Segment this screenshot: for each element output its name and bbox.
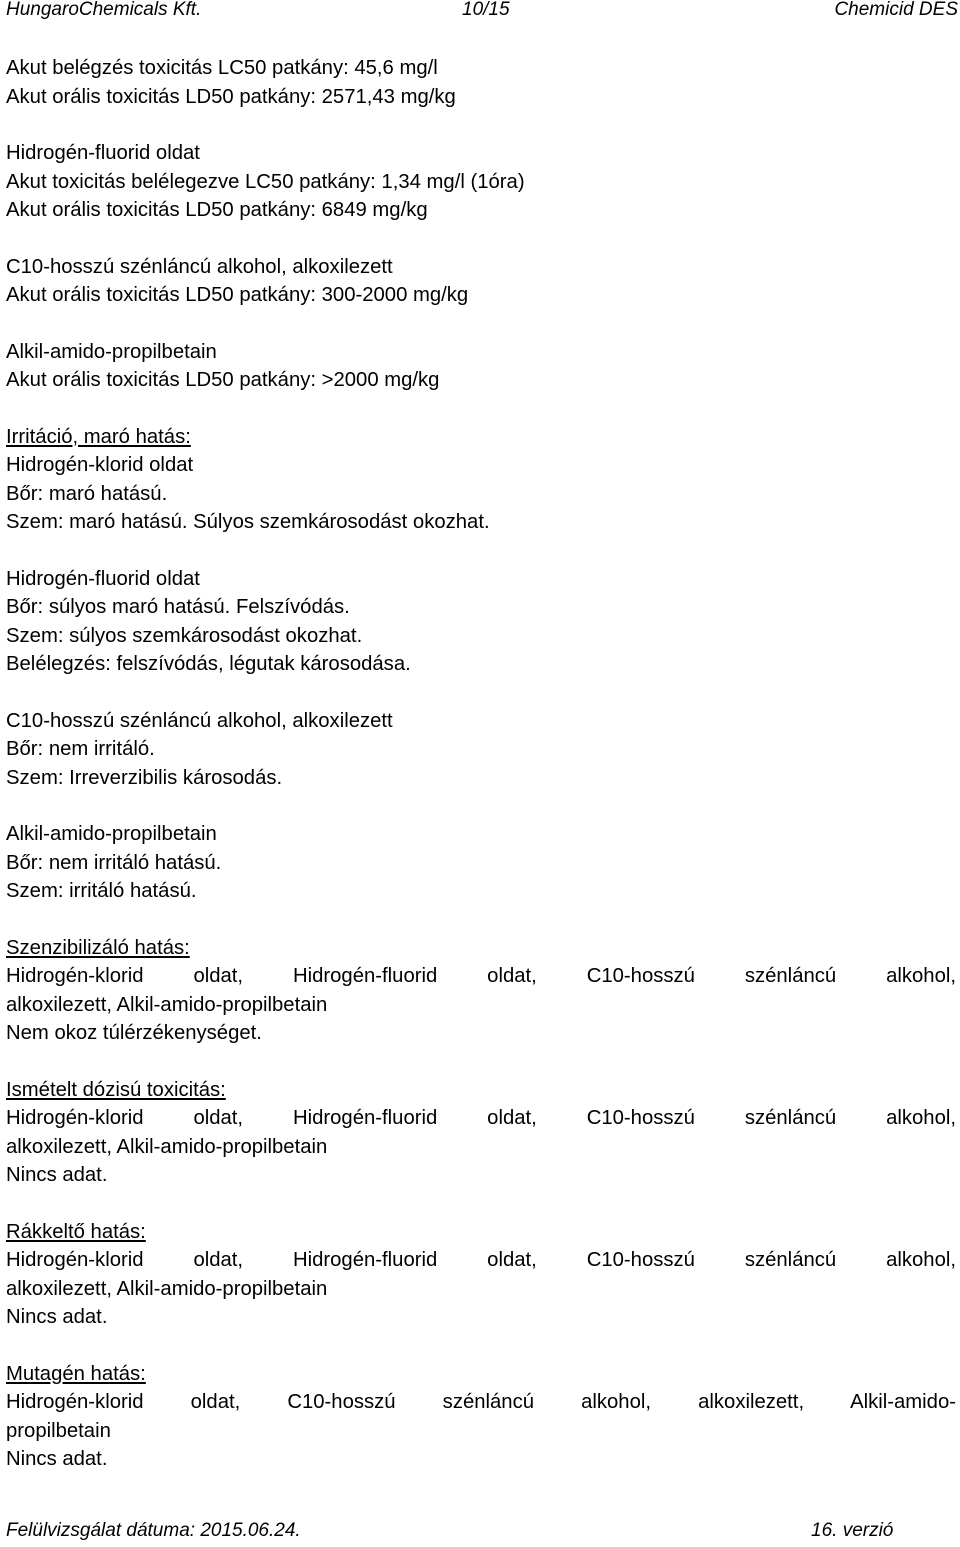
alkil-eye-line: Szem: irritáló hatású. <box>6 880 197 902</box>
repeated-subjects-line1: Hidrogén-klorid oldat, Hidrogén-fluorid oldat, C10-hosszú szénláncú alkohol, <box>6 1107 956 1129</box>
carcinogenic-subjects-line1: Hidrogén-klorid oldat, Hidrogén-fluorid oldat, C10-hosszú szénláncú alkohol, <box>6 1249 956 1271</box>
repeated-dose-heading: Ismételt dózisú toxicitás: <box>6 1078 226 1101</box>
irritation-heading: Irritáció, maró hatás: <box>6 425 191 448</box>
c10-substance-name: C10-hosszú szénláncú alkohol, alkoxilezett <box>6 255 393 278</box>
hf-oral-line: Akut orális toxicitás LD50 patkány: 6849 mg/kg <box>6 199 428 221</box>
hf-eye-line: Szem: súlyos szemkárosodást okozhat. <box>6 624 363 647</box>
mutagenic-subjects-line1: Hidrogén-klorid oldat, C10-hosszú szénláncú alkohol, alkoxilezett, Alkil-amido- <box>6 1391 956 1413</box>
irritation-section <box>6 423 956 906</box>
acute-toxicity-section <box>6 54 956 395</box>
c10-irritation-name: C10-hosszú szénláncú alkohol, alkoxilezett <box>6 709 393 732</box>
review-date: Felülvizsgálat dátuma: 2015.06.24. <box>6 1520 301 1541</box>
hf-inhalation-line: Akut toxicitás belélegezve LC50 patkány: 1,34 mg/l (1óra) <box>6 170 525 193</box>
hf-irritation-name: Hidrogén-fluorid oldat <box>6 567 200 590</box>
repeated-result: Nincs adat. <box>6 1164 108 1186</box>
c10-oral-line: Akut orális toxicitás LD50 patkány: 300-2000 mg/kg <box>6 284 469 306</box>
sensitization-subjects-line1: Hidrogén-klorid oldat, Hidrogén-fluorid oldat, C10-hosszú szénláncú alkohol, <box>6 965 956 987</box>
mutagenic-heading: Mutagén hatás: <box>6 1362 146 1385</box>
carcinogenic-result: Nincs adat. <box>6 1306 108 1328</box>
page-number: 10/15 <box>462 0 510 20</box>
alkil-irritation-name: Alkil-amido-propilbetain <box>6 823 217 845</box>
mutagenic-result: Nincs adat. <box>6 1448 108 1470</box>
company-name: HungaroChemicals Kft. <box>6 0 202 20</box>
mutagenic-section <box>6 1360 956 1474</box>
c10-skin-line: Bőr: nem irritáló. <box>6 738 155 760</box>
repeated-dose-section <box>6 1076 956 1190</box>
acute-oral-line: Akut orális toxicitás LD50 patkány: 2571,43 mg/kg <box>6 85 456 108</box>
alkil-skin-line: Bőr: nem irritáló hatású. <box>6 851 222 874</box>
carcinogenic-heading: Rákkeltő hatás: <box>6 1220 146 1243</box>
hf-skin-line: Bőr: súlyos maró hatású. Felszívódás. <box>6 596 350 618</box>
sensitization-result: Nem okoz túlérzékenységet. <box>6 1022 262 1044</box>
hcl-skin-line: Bőr: maró hatású. <box>6 482 168 505</box>
hf-inhalation-effect-line: Belélegzés: felszívódás, légutak károsodása. <box>6 653 411 675</box>
hcl-eye-line: Szem: maró hatású. Súlyos szemkárosodást okozhat. <box>6 511 490 533</box>
carcinogenic-subjects-line2: alkoxilezett, Alkil-amido-propilbetain <box>6 1277 328 1300</box>
carcinogenic-section <box>6 1218 956 1332</box>
repeated-subjects-line2: alkoxilezett, Alkil-amido-propilbetain <box>6 1135 328 1158</box>
alkil-substance-name: Alkil-amido-propilbetain <box>6 340 217 363</box>
page-header <box>6 0 958 22</box>
product-name: Chemicid DES <box>834 0 958 20</box>
document-body <box>6 54 956 1474</box>
sensitization-section <box>6 934 956 1048</box>
sensitization-subjects-line2: alkoxilezett, Alkil-amido-propilbetain <box>6 993 328 1016</box>
sensitization-heading: Szenzibilizáló hatás: <box>6 936 190 959</box>
hf-substance-name: Hidrogén-fluorid oldat <box>6 142 200 164</box>
alkil-oral-line: Akut orális toxicitás LD50 patkány: >2000 mg/kg <box>6 369 440 391</box>
c10-eye-line: Szem: Irreverzibilis károsodás. <box>6 766 283 789</box>
version-label: 16. verzió <box>811 1520 894 1541</box>
acute-inhalation-line: Akut belégzés toxicitás LC50 patkány: 45,6 mg/l <box>6 57 438 79</box>
mutagenic-subjects-line2: propilbetain <box>6 1419 111 1442</box>
hcl-substance-name: Hidrogén-klorid oldat <box>6 454 194 476</box>
